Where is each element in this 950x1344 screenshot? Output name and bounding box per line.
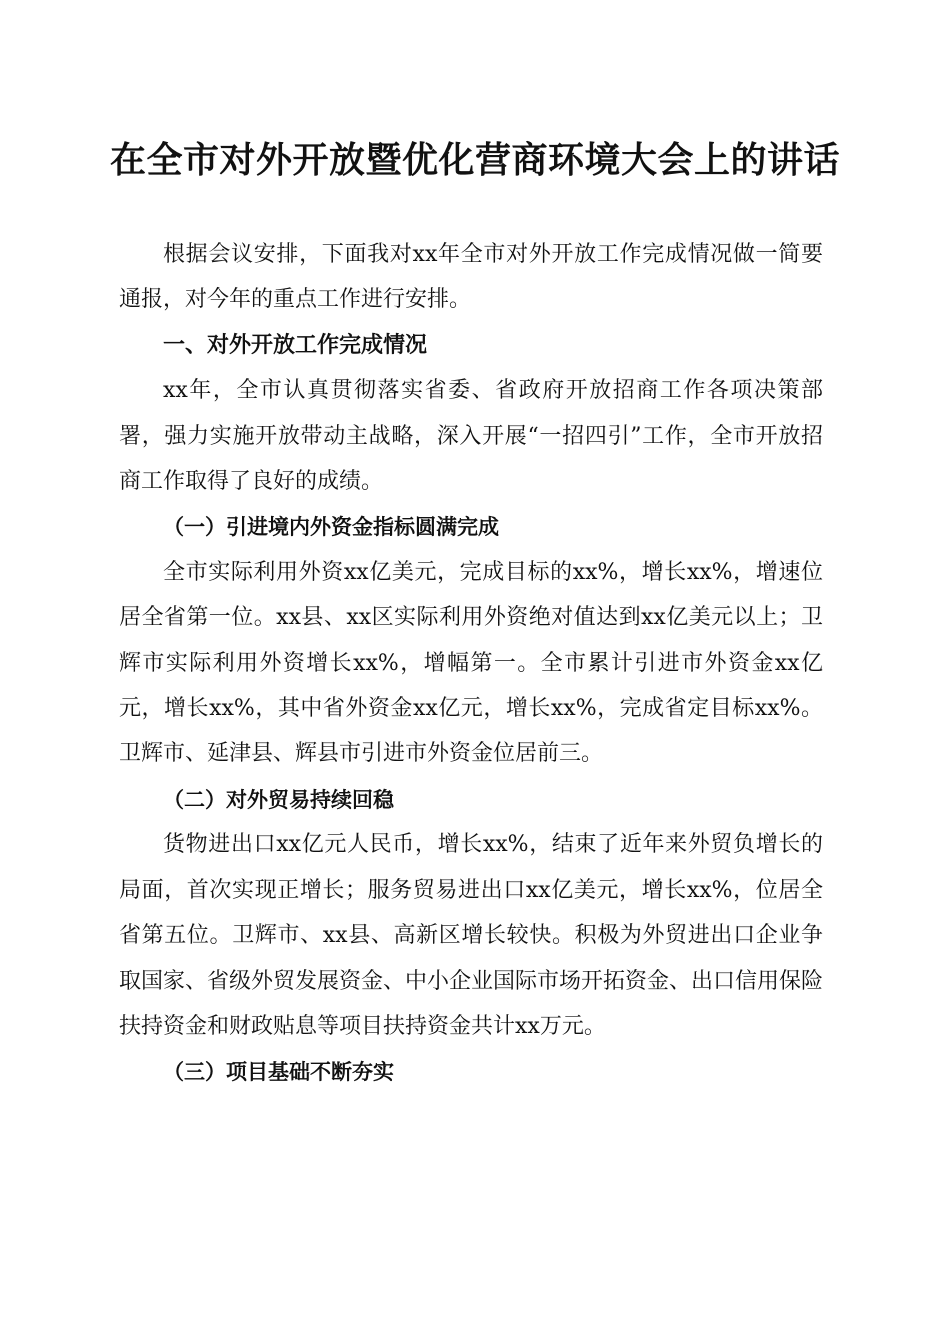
paragraph-section-1-summary: xx年，全市认真贯彻落实省委、省政府开放招商工作各项决策部署，强力实施开放带动主战略，深入开展“一招四引”工作，全市开放招商工作取得了良好的成绩。 <box>119 378 823 495</box>
subsection-heading-2: （二）对外贸易持续回稳 <box>163 786 394 812</box>
document-title: 在全市对外开放暨优化营商环境大会上的讲话 <box>109 139 840 181</box>
document-body <box>119 232 823 1095</box>
subsection-heading-1: （一）引进境内外资金指标圆满完成 <box>163 514 499 540</box>
section-heading-1: 一、对外开放工作完成情况 <box>163 332 428 358</box>
paragraph-intro: 根据会议安排，下面我对xx年全市对外开放工作完成情况做一简要通报，对今年的重点工作进行安排。 <box>119 242 823 313</box>
paragraph-foreign-investment: 全市实际利用外资xx亿美元，完成目标的xx%，增长xx%，增速位居全省第一位。xx县、xx区实际利用外资绝对值达到xx亿美元以上；卫辉市实际利用外资增长xx%，增幅第一。全市累计引进市外资金xx亿元，增长xx%，其中省外资金xx亿元，增长xx%，完成省定目标xx%。卫辉市、延津县、辉县市引进市外资金位居前三。 <box>119 559 823 767</box>
paragraph-foreign-trade: 货物进出口xx亿元人民币，增长xx%，结束了近年来外贸负增长的局面，首次实现正增长；服务贸易进出口xx亿美元，增长xx%，位居全省第五位。卫辉市、xx县、高新区增长较快。积极为外贸进出口企业争取国家、省级外贸发展资金、中小企业国际市场开拓资金、出口信用保险扶持资金和财政贴息等项目扶持资金共计xx万元。 <box>119 832 824 1039</box>
subsection-heading-3: （三）项目基础不断夯实 <box>163 1059 394 1085</box>
